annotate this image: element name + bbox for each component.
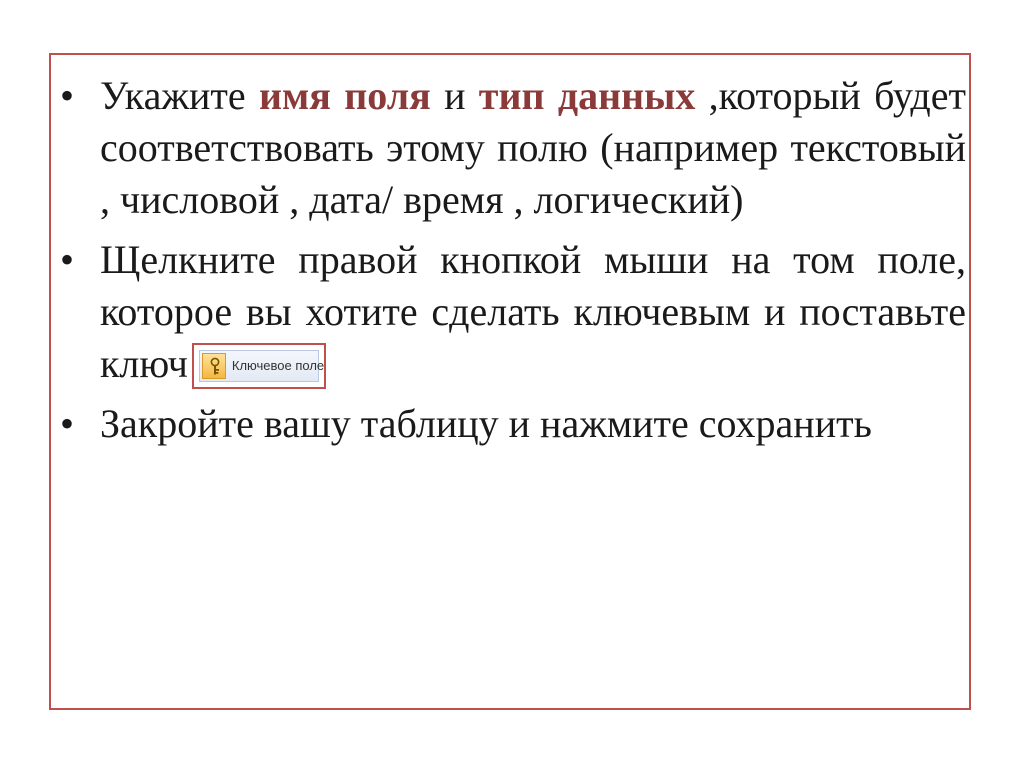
bullet-text-part: ,который будет соответствовать этому полю (например текстовый , числовой , дата/ время , логический) [100,73,966,222]
bullet-text [100,70,966,226]
bullet-text-part: Щелкните правой кнопкой мыши на том поле, которое вы хотите сделать ключевым и поставьте ключ [100,237,966,386]
bullet-marker: • [60,237,75,282]
bullet-text [100,234,966,390]
key-field-label: Ключевое поле [231,358,325,373]
bullet-list [56,70,966,458]
bullet-text: Закройте вашу таблицу и нажмите сохранить [100,401,872,446]
key-field-menu-item [199,350,325,382]
bullet-item-set-key [56,234,966,390]
bullet-item-save-table [56,398,966,450]
key-icon [202,353,226,379]
bullet-marker: • [60,73,75,118]
highlight-data-type: тип данных [478,73,696,118]
bullet-marker: • [60,401,75,446]
bullet-text-part: и [430,73,479,118]
bullet-item-field-name-type [56,70,966,226]
highlight-field-name: имя поля [258,73,431,118]
bullet-text-part: Укажите [100,73,259,118]
key-field-button-screenshot [192,343,326,389]
